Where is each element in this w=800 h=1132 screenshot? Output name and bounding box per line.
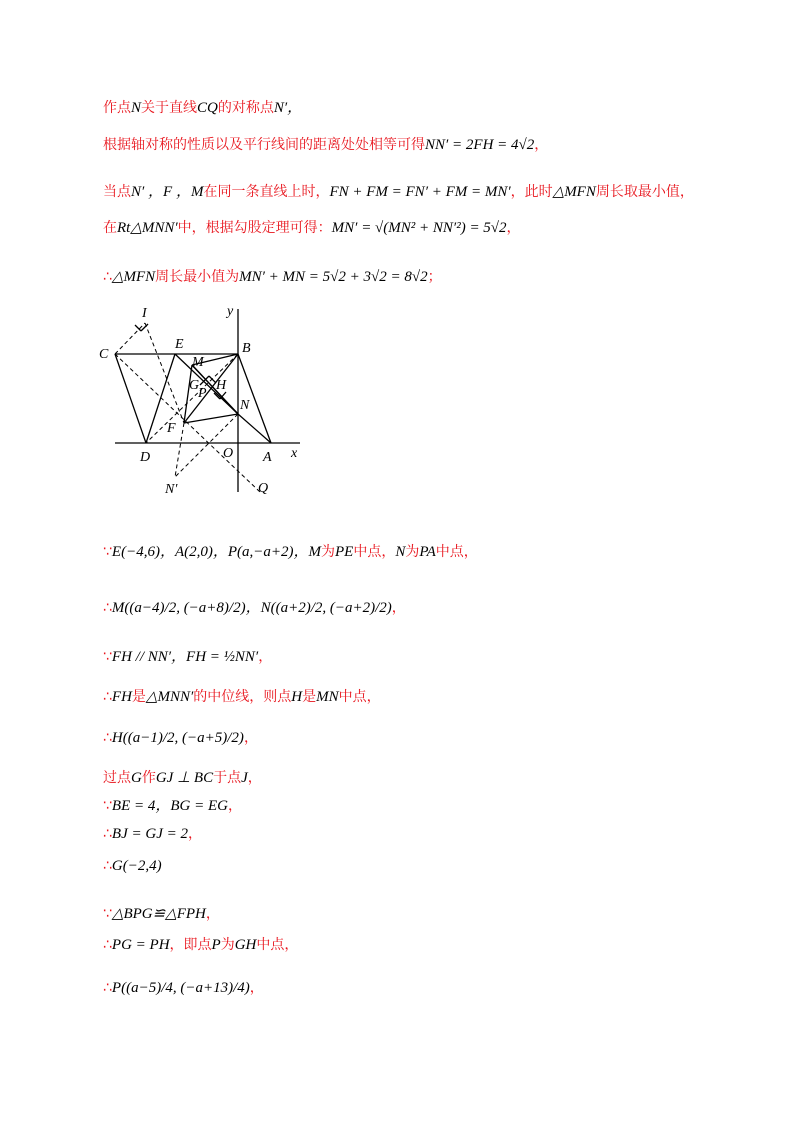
line-14: ∴G(−2,4) bbox=[103, 858, 162, 874]
label-F: F bbox=[167, 421, 176, 436]
label-P: P bbox=[198, 386, 207, 401]
line-7: ∴M((a−4)/2, (−a+8)/2)，N((a+2)/2, (−a+2)/2)， bbox=[103, 600, 406, 616]
line-1: 作点N关于直线CQ的对称点N′， bbox=[103, 100, 303, 116]
line-4: 在Rt△MNN′中，根据勾股定理可得：MN′ = √(MN² + NN′²) = 5√2， bbox=[103, 220, 521, 236]
line-6: ∵E(−4,6)，A(2,0)，P(a,−a+2)，M为PE中点，N为PA中点， bbox=[103, 544, 478, 560]
label-M: M bbox=[192, 355, 204, 370]
line-9: ∴FH是△MNN′的中位线，则点H是MN中点， bbox=[103, 689, 381, 705]
label-N-prime: N′ bbox=[165, 482, 178, 497]
line-15: ∵△BPG≌△FPH， bbox=[103, 906, 220, 922]
line-8: ∵FH // NN′，FH = ½NN′， bbox=[103, 649, 273, 665]
label-Q: Q bbox=[258, 481, 269, 496]
label-N: N bbox=[240, 398, 250, 413]
line-3: 当点N′ ，F ，M在同一条直线上时，FN + FM = FN′ + FM = MN′，此时△MFN周长取最小值， bbox=[103, 184, 694, 200]
line-12: ∵BE = 4，BG = EG， bbox=[103, 798, 242, 814]
label-C: C bbox=[99, 347, 109, 362]
label-B: B bbox=[242, 341, 251, 356]
label-D: D bbox=[140, 450, 151, 465]
label-x-axis: x bbox=[291, 446, 298, 461]
label-E: E bbox=[175, 337, 184, 352]
line-5: ∴△MFN周长最小值为MN′ + MN = 5√2 + 3√2 = 8√2； bbox=[103, 269, 442, 285]
geometry-figure bbox=[95, 297, 325, 507]
line-11: 过点G作GJ ⊥ BC于点J， bbox=[103, 770, 262, 786]
line-17: ∴P((a−5)/4, (−a+13)/4)， bbox=[103, 980, 264, 996]
label-H: H bbox=[216, 378, 227, 393]
label-O: O bbox=[223, 446, 234, 461]
label-I: I bbox=[142, 306, 147, 321]
label-G: G bbox=[189, 378, 200, 393]
line-13: ∴BJ = GJ = 2， bbox=[103, 826, 202, 842]
line-16: ∴PG = PH，即点P为GH中点， bbox=[103, 937, 299, 953]
label-y-axis: y bbox=[227, 304, 234, 319]
line-10: ∴H((a−1)/2, (−a+5)/2)， bbox=[103, 730, 258, 746]
line-2: 根据轴对称的性质以及平行线间的距离处处相等可得NN′ = 2FH = 4√2， bbox=[103, 137, 549, 153]
label-A: A bbox=[263, 450, 272, 465]
